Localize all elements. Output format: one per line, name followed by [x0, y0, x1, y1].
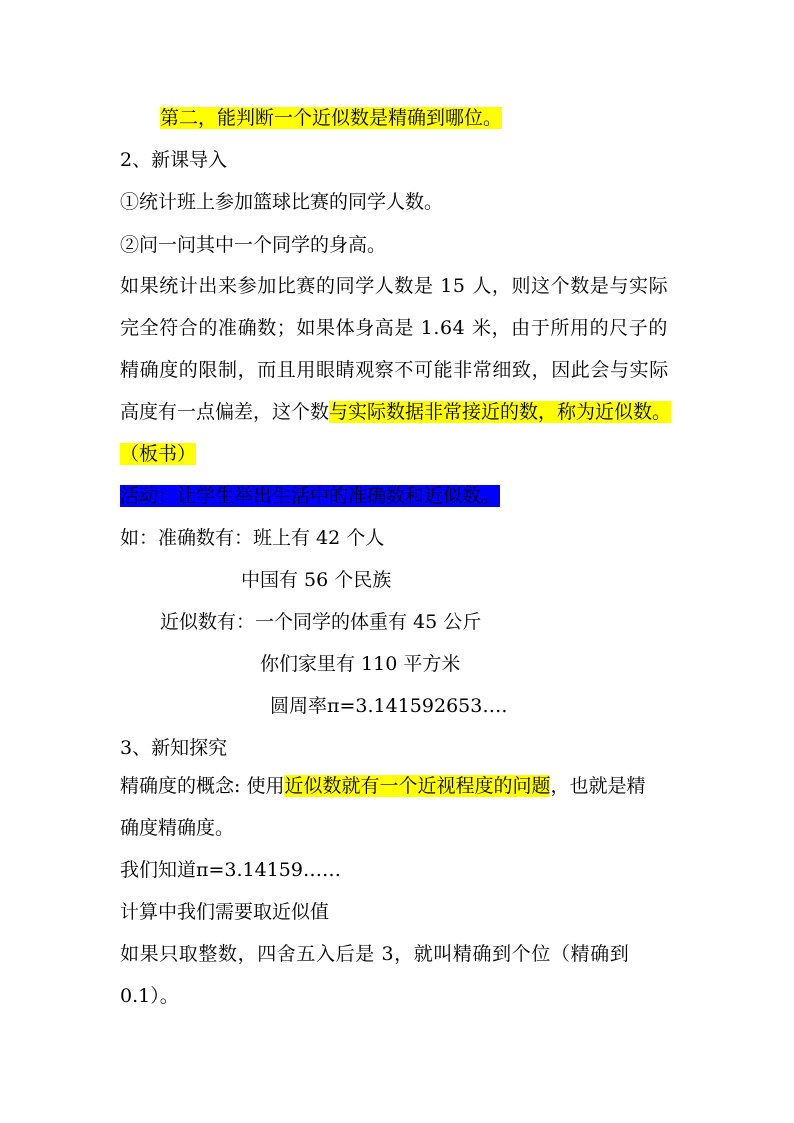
definition-highlight: 与实际数据非常接近的数，称为近似数。 — [329, 401, 672, 423]
paragraph-1-line-4-text: 高度有一点偏差，这个数 — [120, 401, 330, 423]
integer-line-1-text: 如果只取整数，四舍五入后是 3，就叫精确到个位（精确到 — [120, 943, 630, 965]
pi-line: 我们知道π=3.14159…… — [120, 859, 341, 881]
concept-line-2: 确度精确度。 — [120, 817, 235, 839]
goal-2 — [160, 105, 502, 131]
step-1: ①统计班上参加篮球比赛的同学人数。 — [120, 191, 444, 213]
paragraph-1-line-2-text: 完全符合的准确数；如果体身高是 1.64 米，由于所用的尺子的 — [120, 317, 668, 339]
paragraph-1-line-4 — [120, 399, 671, 425]
board-note — [120, 441, 196, 467]
board-note-text: （板书） — [120, 443, 197, 465]
concept-highlight: 近似数就有一个近视程度的问题 — [284, 775, 551, 797]
calc-line: 计算中我们需要取近似值 — [120, 901, 330, 923]
activity — [120, 483, 500, 509]
step-2: ②问一问其中一个同学的身高。 — [120, 234, 387, 256]
goal-2-text: 第二，能判断一个近似数是精确到哪位。 — [160, 107, 503, 129]
concept-text-before: 精确度的概念: 使用 — [120, 775, 285, 797]
section-2-title: 2、新课导入 — [120, 149, 228, 171]
concept-text-after: ，也就是精 — [550, 775, 646, 797]
paragraph-1-line-1-text: 如果统计出来参加比赛的同学人数是 15 人，则这个数是与实际 — [120, 275, 669, 297]
example-approx-3: 圆周率π=3.141592653…. — [270, 695, 508, 717]
example-exact-1: 如：准确数有：班上有 42 个人 — [120, 527, 385, 549]
integer-line-2: 0.1）。 — [120, 985, 179, 1007]
paragraph-1-line-2 — [120, 315, 668, 341]
activity-text: 活动：让学生举出生活中的准确数和近似数。 — [120, 485, 501, 507]
paragraph-1-line-1 — [120, 273, 672, 299]
example-exact-2: 中国有 56 个民族 — [241, 569, 392, 591]
integer-line-1 — [120, 941, 629, 967]
paragraph-1-line-3-text: 精确度的限制，而且用眼睛观察不可能非常细致，因此会与实际 — [120, 359, 669, 381]
example-approx-1: 近似数有：一个同学的体重有 45 公斤 — [160, 611, 482, 633]
example-approx-2: 你们家里有 110 平方米 — [260, 653, 461, 675]
paragraph-1-line-3 — [120, 357, 669, 383]
concept-line-1 — [120, 773, 645, 799]
section-3-title: 3、新知探究 — [120, 737, 228, 759]
